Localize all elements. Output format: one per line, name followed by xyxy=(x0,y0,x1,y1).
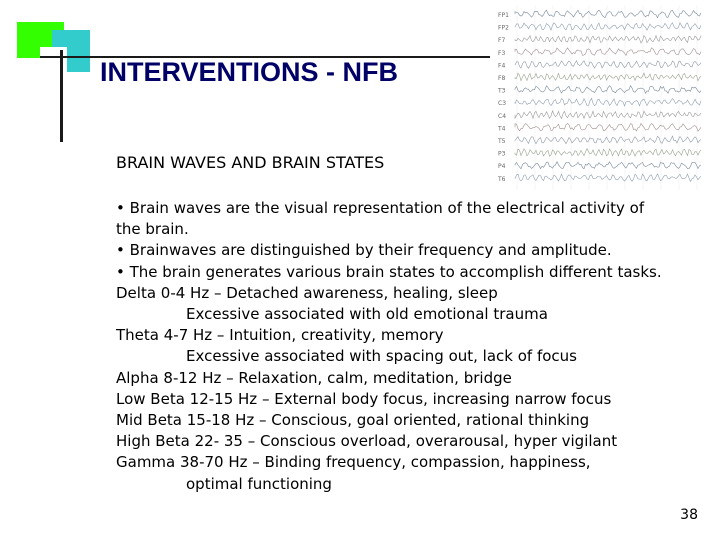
eeg-channel-label: C4 xyxy=(498,112,507,120)
body-line: Mid Beta 15-18 Hz – Conscious, goal oriented, rational thinking xyxy=(116,411,590,430)
body-line: • The brain generates various brain states to accomplish different tasks. xyxy=(116,262,662,281)
page-number: 38 xyxy=(680,507,698,523)
eeg-channel-label: F4 xyxy=(498,62,506,70)
slide-subtitle: BRAIN WAVES AND BRAIN STATES xyxy=(116,153,385,172)
eeg-channel-label: T4 xyxy=(498,125,506,133)
eeg-trace xyxy=(515,111,701,119)
eeg-recording-image xyxy=(497,5,702,190)
eeg-trace xyxy=(515,174,701,182)
eeg-channel-label: F7 xyxy=(498,37,506,45)
eeg-channel-label: T3 xyxy=(498,87,506,95)
eeg-trace xyxy=(515,10,701,18)
eeg-trace xyxy=(515,136,701,144)
eeg-channel-label: FP1 xyxy=(498,12,509,19)
eeg-channel-label: T6 xyxy=(498,175,506,183)
eeg-trace xyxy=(515,149,701,157)
eeg-trace xyxy=(515,123,701,131)
body-line: Alpha 8-12 Hz – Relaxation, calm, meditation, bridge xyxy=(116,368,512,387)
body-line: High Beta 22- 35 – Conscious overload, overarousal, hyper vigilant xyxy=(116,432,618,451)
eeg-trace xyxy=(515,36,701,43)
eeg-channel-label: C3 xyxy=(498,100,507,108)
eeg-trace xyxy=(515,61,701,69)
body-line: Excessive associated with old emotional trauma xyxy=(186,305,548,324)
eeg-trace xyxy=(515,73,701,81)
eeg-channel-label: T5 xyxy=(498,138,506,145)
decor-vertical-line xyxy=(60,50,63,142)
eeg-channel-label: P3 xyxy=(498,150,506,158)
eeg-trace xyxy=(515,48,701,56)
body-line: Excessive associated with spacing out, lack of focus xyxy=(186,347,577,366)
eeg-trace xyxy=(515,23,701,30)
body-line: • Brain waves are the visual representation of the electrical activity of xyxy=(116,199,645,217)
eeg-trace xyxy=(515,162,701,169)
eeg-channel-label: F8 xyxy=(498,75,506,82)
body-line: Theta 4-7 Hz – Intuition, creativity, memory xyxy=(116,326,444,345)
eeg-channel-label: FP2 xyxy=(498,24,509,32)
body-line: Low Beta 12-15 Hz – External body focus, increasing narrow focus xyxy=(116,389,612,408)
eeg-channel-label: P4 xyxy=(498,163,506,171)
eeg-channel-label: F3 xyxy=(498,49,506,57)
slide-title: INTERVENTIONS - NFB xyxy=(100,57,399,87)
body-line: the brain. xyxy=(116,220,189,239)
body-line: Gamma 38-70 Hz – Binding frequency, compassion, happiness, xyxy=(116,453,591,472)
eeg-trace xyxy=(515,98,701,106)
body-text xyxy=(116,198,706,495)
body-line: optimal functioning xyxy=(186,474,332,493)
body-line: Delta 0-4 Hz – Detached awareness, healing, sleep xyxy=(116,283,498,302)
eeg-trace xyxy=(515,86,701,94)
body-line: • Brainwaves are distinguished by their frequency and amplitude. xyxy=(116,241,612,260)
